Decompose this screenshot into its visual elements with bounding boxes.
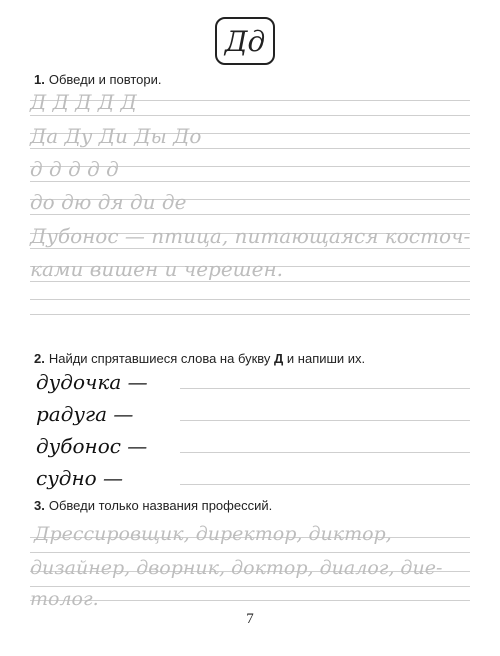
task2-number: 2. bbox=[34, 351, 45, 366]
task2-heading bbox=[34, 351, 365, 366]
hidden-word: радуга — bbox=[36, 402, 134, 426]
task3-title: Обведи только названия профессий. bbox=[48, 498, 273, 513]
hidden-word: дудочка — bbox=[36, 370, 148, 394]
task2-title-end: и напиши их. bbox=[283, 351, 366, 366]
answer-line bbox=[180, 452, 470, 453]
trace-row: до дю дя ди де bbox=[30, 190, 187, 214]
answer-line bbox=[180, 388, 470, 389]
ruled-line bbox=[30, 248, 470, 249]
hidden-word: судно — bbox=[36, 466, 124, 490]
task2-title-start: Найди спрятавшиеся слова на букву bbox=[48, 351, 275, 366]
ruled-line bbox=[30, 214, 470, 215]
ruled-line bbox=[30, 314, 470, 315]
letter-badge bbox=[215, 17, 275, 65]
hidden-word: дубонос — bbox=[36, 434, 148, 458]
trace-row: Да Ду Ди Ды До bbox=[30, 124, 202, 148]
trace-row: д д д д д bbox=[30, 157, 119, 181]
trace-row: Д Д Д Д Д bbox=[30, 90, 137, 114]
answer-line bbox=[180, 484, 470, 485]
ruled-line bbox=[30, 148, 470, 149]
ruled-line bbox=[30, 181, 470, 182]
ruled-line bbox=[30, 552, 470, 553]
ruled-line bbox=[30, 299, 470, 300]
ruled-line bbox=[30, 586, 470, 587]
task1-heading bbox=[34, 72, 161, 87]
task3-number: 3. bbox=[34, 498, 45, 513]
profession-trace-row: толог. bbox=[30, 588, 99, 610]
task3-heading bbox=[34, 498, 272, 513]
letter-badge-text: Дд bbox=[224, 24, 266, 58]
task1-number: 1. bbox=[34, 72, 45, 87]
page-number: 7 bbox=[246, 611, 254, 627]
task1-title: Обведи и повтори. bbox=[48, 72, 162, 87]
profession-trace-row: дизайнер, дворник, доктор, диалог, дие- bbox=[30, 557, 443, 579]
answer-line bbox=[180, 420, 470, 421]
trace-row: ками вишен и черешен. bbox=[30, 257, 283, 281]
trace-row: Дубонос — птица, питающаяся косточ- bbox=[30, 224, 471, 248]
ruled-line bbox=[30, 115, 470, 116]
ruled-line bbox=[30, 281, 470, 282]
task2-title-letter: Д bbox=[274, 351, 284, 366]
profession-trace-row: Дрессировщик, директор, диктор, bbox=[34, 523, 392, 545]
